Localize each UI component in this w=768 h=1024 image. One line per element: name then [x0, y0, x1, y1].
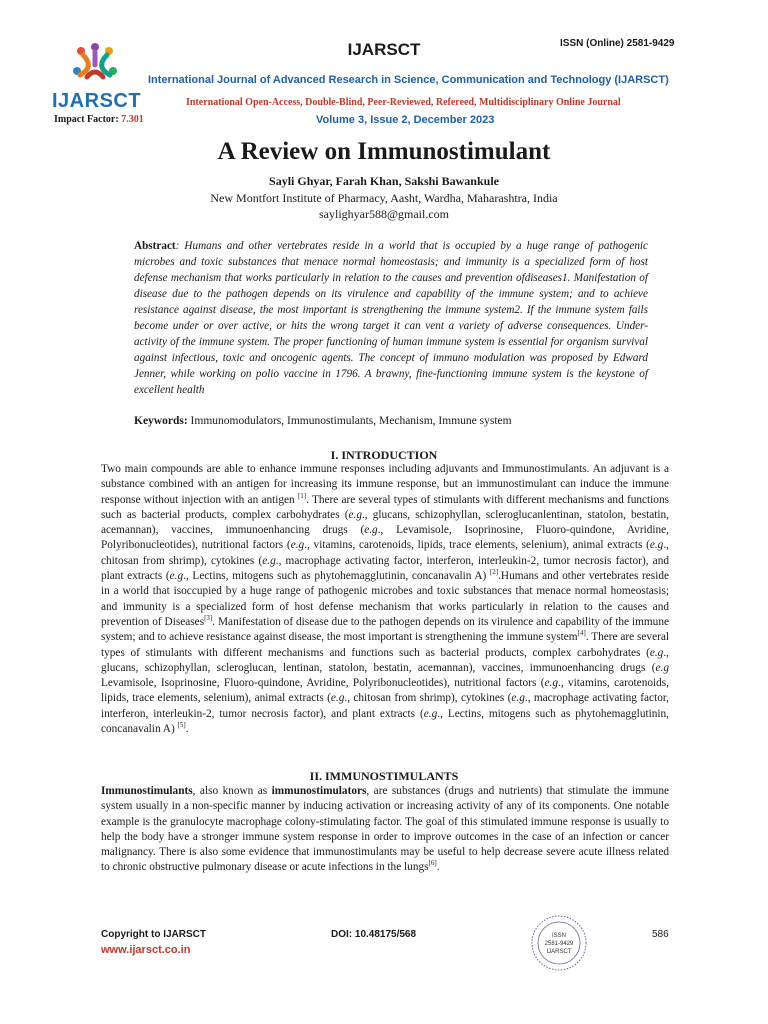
immunostimulants-paragraph: Immunostimulants, also known as immunostimulators, are substances (drugs and nutrients) that stimulate the immune system usually in a non-specific manner by inducing activation or increasing activity of any of its components. One notable example is the granulocyte macrophage colony-stimulating factor. The goal of this stimulated immune response is usually to help the body have a stronger immune system response in order to improve outcomes in the case of an infection or cancer malignancy. There is also some evidence that immunostimulants may be useful to help decrease severe acute illness related to chronic obstructive pulmonary disease or acute infections in the lungs[6]. — [101, 785, 669, 874]
term-immunostimulants: Immunostimulants — [101, 785, 193, 797]
volume-issue: Volume 3, Issue 2, December 2023 — [316, 114, 495, 126]
seal-line-2: 2581-9429 — [544, 941, 574, 947]
journal-short-name: IJARSCT — [347, 40, 421, 59]
abstract-text: : Humans and other vertebrates reside in a world that is occupied by a huge range of pathogenic microbes and toxic substances that menace normal homeostasis; and immunity is a specialized form of host defense mechanism that works particularly in relation to the causes and prevention ofdiseases1. Manifestation of disease due to the pathogen depends on its virulence and capability of the immune system; and to achieve resistance against disease, the most important is strengthening the immune system2. If the immune system fails become under or over active, or hits the wrong target it can vent a variety of adverse consequences. Under-activity of the immune system. The proper functioning of human immune system is essential for organism survival against infectious, toxic and oncogenic agents. The concept of immuno modulation was proposed by Edward Jenner, while working on polio vaccine in 1796. A brawny, fine-functioning immune system is the keystone of excellent health — [134, 240, 648, 396]
abstract-label: Abstract — [134, 240, 176, 252]
keywords — [134, 415, 648, 427]
introduction-paragraph: Two main compounds are able to enhance immune responses including adjuvants and Immunostimulants. An adjuvant is a substance combined with an antigen for increasing its immune response, but an immunostimulant can induce the immune response without injection with an antigen [1]. There are several types of stimulants with different mechanisms and functions such as bacterial products, complex carbohydrates (e.g., glucans, schizophyllan, scleroglucanlentinan, statolon, bestatin, acemannan), vaccines, immunoenhancing drugs (e.g., Levamisole, Isoprinosine, Fluoro-quindone, Avridine, Polyribonucleotides), nutritional factors (e.g., vitamins, carotenoids, lipids, trace elements, selenium), animal extracts (e.g., chitosan from shrimp), cytokines (e.g., macrophage activating factor, interferon, interleukin-2, tumor necrosis factor), and plant extracts (e.g., Lectins, mitogens such as phytohemagglutinin, concanavalin A) [2].Humans and other vertebrates reside in a world that isoccupied by a huge range of pathogenic microbes and toxic substances that menace normal homeostasis; and immunity is a specialized form of host defense mechanism that works particularly in relation to the causes and prevention of Diseases[3]. Manifestation of disease due to the pathogen depends on its virulence and capability of the immune system; and to achieve resistance against disease, the most important is strengthening the immune system[4]. There are several types of stimulants with different mechanisms and functions such as bacterial products, complex carbohydrates (e.g., glucans, schizophyllan, scleroglucan, lentinan, statolon, bestatin, acemannan), vaccines, immunoenhancing drugs (e.g Levamisole, Isoprinosine, Fluoro-quindone, Avridine, Polyribonucleotides), nutritional factors (e.g., vitamins, carotenoids, lipids, trace elements, selenium), animal extracts (e.g., chitosan from shrimp), cytokines (e.g., macrophage activating factor, interferon, interleukin-2, tumor necrosis factor), and plant extracts (e.g., Lectins, mitogens such as phytohemagglutinin, concanavalin A) [5]. — [101, 463, 670, 736]
journal-full-name: International Journal of Advanced Research in Science, Communication and Technology (IJARSCT) — [148, 74, 669, 86]
impact-factor — [54, 114, 144, 125]
impact-label: Impact Factor: — [54, 114, 122, 125]
author-email[interactable]: saylighyar588@gmail.com — [318, 207, 450, 221]
abstract — [134, 238, 648, 398]
journal-subtitle: International Open-Access, Double-Blind, Peer-Reviewed, Refereed, Multidisciplinary Online Journal — [186, 97, 621, 108]
footer-copyright: Copyright to IJARSCT — [101, 929, 206, 940]
keywords-label: Keywords: — [134, 415, 188, 427]
section-heading-immunostimulants: II. IMMUNOSTIMULANTS — [309, 769, 459, 783]
paper-authors: Sayli Ghyar, Farah Khan, Sakshi Bawankule — [269, 174, 499, 188]
issn-seal-icon — [520, 914, 598, 972]
paper-title: A Review on Immunostimulant — [217, 138, 551, 165]
page-number: 586 — [652, 929, 669, 940]
footer-doi[interactable]: DOI: 10.48175/568 — [331, 929, 417, 940]
issn-online: ISSN (Online) 2581-9429 — [560, 38, 675, 49]
keywords-text: Immunomodulators, Immunostimulants, Mechanism, Immune system — [187, 415, 512, 427]
impact-value: 7.301 — [121, 114, 144, 125]
section-heading-introduction: I. INTRODUCTION — [330, 448, 438, 462]
footer-website-link[interactable]: www.ijarsct.co.in — [101, 944, 191, 956]
seal-line-1: ISSN — [551, 933, 567, 939]
paper-affiliation: New Montfort Institute of Pharmacy, Aasht, Wardha, Maharashtra, India — [210, 191, 558, 205]
seal-line-3: IJARSCT — [546, 949, 572, 955]
term-immunostimulators: immunostimulators — [271, 785, 367, 797]
logo-text: IJARSCT — [52, 90, 142, 112]
